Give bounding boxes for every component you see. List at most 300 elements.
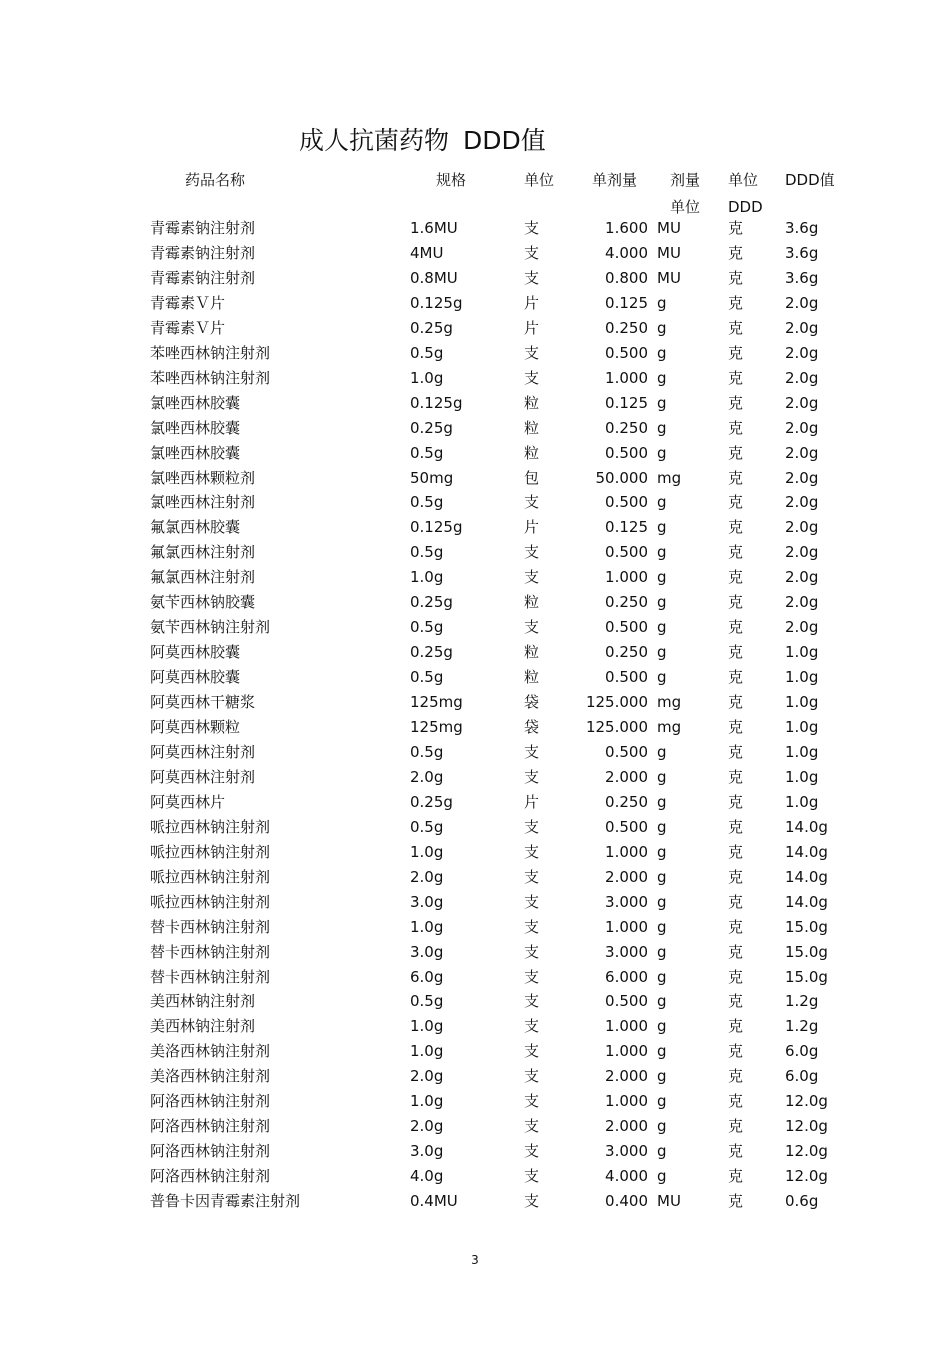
ddd-value-cell: 15.0g [785, 917, 828, 936]
single-dose-cell: 125.000 [585, 718, 648, 736]
drug-name-cell: 哌拉西林钠注射剂 [150, 817, 271, 836]
header-spec: 规格 [436, 171, 467, 189]
drug-name-cell: 美西林钠注射剂 [150, 1017, 256, 1036]
ddd-unit-cell: 克 [728, 518, 744, 537]
spec-cell: 4.0g [410, 1167, 444, 1186]
unit-cell: 支 [524, 1117, 540, 1136]
ddd-unit-cell: 克 [728, 219, 744, 237]
ddd-value-cell: 2.0g [785, 418, 819, 437]
page-title [299, 124, 546, 158]
dose-unit-cell: MU [657, 219, 681, 237]
table-row [0, 765, 950, 789]
dose-unit-cell: g [657, 867, 667, 886]
spec-cell: 1.0g [410, 842, 444, 861]
single-dose-cell: 1.000 [605, 1092, 648, 1111]
ddd-unit-cell: 克 [728, 892, 744, 911]
dose-unit-cell: g [657, 942, 667, 961]
table-row [0, 890, 950, 914]
single-dose-cell: 2.000 [605, 1067, 648, 1086]
unit-cell: 支 [524, 243, 540, 262]
unit-cell: 支 [524, 817, 540, 836]
spec-cell: 1.0g [410, 1092, 444, 1111]
drug-name-cell: 氟氯西林注射剂 [150, 543, 256, 562]
drug-name-cell: 替卡西林钠注射剂 [150, 967, 271, 986]
table-row [0, 391, 950, 415]
ddd-unit-cell: 克 [728, 268, 744, 287]
drug-name-cell: 阿莫西林颗粒 [150, 718, 241, 736]
single-dose-cell: 0.500 [605, 817, 648, 836]
spec-cell: 1.0g [410, 368, 444, 387]
single-dose-cell: 125.000 [585, 693, 648, 711]
table-row [0, 590, 950, 614]
dose-unit-cell: g [657, 892, 667, 911]
unit-cell: 支 [524, 343, 540, 362]
table-row [0, 965, 950, 989]
single-dose-cell: 3.000 [605, 892, 648, 911]
ddd-value-cell: 2.0g [785, 343, 819, 362]
table-row [0, 341, 950, 365]
spec-cell: 0.25g [410, 418, 453, 437]
header-ddd-unit-line2: DDD [728, 198, 763, 216]
drug-name-cell: 氯唑西林胶囊 [150, 393, 241, 412]
dose-unit-cell: g [657, 917, 667, 936]
single-dose-cell: 0.125 [605, 518, 648, 537]
unit-cell: 支 [524, 1092, 540, 1111]
single-dose-cell: 0.250 [605, 318, 648, 337]
drug-name-cell: 苯唑西林钠注射剂 [150, 343, 271, 362]
unit-cell: 支 [524, 1142, 540, 1161]
ddd-unit-cell: 克 [728, 967, 744, 986]
ddd-value-cell: 1.0g [785, 718, 819, 736]
header-dose-unit-line2: 单位 [670, 198, 701, 216]
spec-cell: 0.125g [410, 518, 463, 537]
drug-name-cell: 哌拉西林钠注射剂 [150, 892, 271, 911]
spec-cell: 0.5g [410, 443, 444, 462]
spec-cell: 0.5g [410, 543, 444, 562]
ddd-value-cell: 2.0g [785, 493, 819, 512]
ddd-unit-cell: 克 [728, 1042, 744, 1061]
spec-cell: 0.5g [410, 817, 444, 836]
ddd-unit-cell: 克 [728, 718, 744, 736]
spec-cell: 3.0g [410, 1142, 444, 1161]
dose-unit-cell: g [657, 1092, 667, 1111]
unit-cell: 袋 [524, 718, 540, 736]
table-row [0, 665, 950, 689]
ddd-unit-cell: 克 [728, 1117, 744, 1136]
spec-cell: 0.125g [410, 393, 463, 412]
single-dose-cell: 0.500 [605, 992, 648, 1011]
unit-cell: 支 [524, 368, 540, 387]
dose-unit-cell: g [657, 568, 667, 587]
ddd-value-cell: 14.0g [785, 892, 828, 911]
drug-name-cell: 阿莫西林注射剂 [150, 742, 256, 761]
spec-cell: 0.5g [410, 668, 444, 687]
single-dose-cell: 0.500 [605, 618, 648, 637]
table-row [0, 1064, 950, 1088]
dose-unit-cell: g [657, 767, 667, 786]
ddd-unit-cell: 克 [728, 917, 744, 936]
single-dose-cell: 1.000 [605, 1042, 648, 1061]
unit-cell: 袋 [524, 693, 540, 711]
unit-cell: 支 [524, 219, 540, 237]
table-row [0, 490, 950, 514]
spec-cell: 125mg [410, 718, 463, 736]
single-dose-cell: 2.000 [605, 1117, 648, 1136]
ddd-value-cell: 2.0g [785, 293, 819, 312]
table-row [0, 540, 950, 564]
ddd-unit-cell: 克 [728, 693, 744, 711]
dose-unit-cell: MU [657, 268, 681, 287]
table-row [0, 216, 950, 240]
ddd-unit-cell: 克 [728, 742, 744, 761]
table-row [0, 915, 950, 939]
table-row [0, 1114, 950, 1138]
spec-cell: 1.0g [410, 1042, 444, 1061]
table-row [0, 1039, 950, 1063]
dose-unit-cell: g [657, 1167, 667, 1186]
dose-unit-cell: g [657, 618, 667, 637]
ddd-value-cell: 2.0g [785, 518, 819, 537]
ddd-unit-cell: 克 [728, 668, 744, 687]
spec-cell: 6.0g [410, 967, 444, 986]
spec-cell: 3.0g [410, 942, 444, 961]
ddd-unit-cell: 克 [728, 1017, 744, 1036]
single-dose-cell: 50.000 [595, 468, 648, 487]
drug-name-cell: 氨苄西林钠注射剂 [150, 618, 271, 637]
unit-cell: 支 [524, 543, 540, 562]
ddd-unit-cell: 克 [728, 618, 744, 637]
single-dose-cell: 0.125 [605, 393, 648, 412]
ddd-value-cell: 12.0g [785, 1167, 828, 1186]
dose-unit-cell: MU [657, 1192, 681, 1210]
drug-name-cell: 氯唑西林注射剂 [150, 493, 256, 512]
table-row [0, 266, 950, 290]
unit-cell: 包 [524, 468, 540, 487]
unit-cell: 片 [524, 518, 540, 537]
header-single-dose: 单剂量 [592, 171, 638, 189]
unit-cell: 支 [524, 493, 540, 512]
dose-unit-cell: g [657, 393, 667, 412]
drug-name-cell: 阿莫西林干糖浆 [150, 693, 256, 711]
ddd-unit-cell: 克 [728, 468, 744, 487]
ddd-unit-cell: 克 [728, 1142, 744, 1161]
unit-cell: 片 [524, 792, 540, 811]
spec-cell: 0.4MU [410, 1192, 458, 1210]
table-row [0, 1189, 950, 1213]
dose-unit-cell: g [657, 792, 667, 811]
unit-cell: 粒 [524, 418, 540, 437]
drug-name-cell: 阿莫西林注射剂 [150, 767, 256, 786]
dose-unit-cell: g [657, 293, 667, 312]
table-row [0, 865, 950, 889]
ddd-unit-cell: 克 [728, 543, 744, 562]
single-dose-cell: 6.000 [605, 967, 648, 986]
drug-name-cell: 替卡西林钠注射剂 [150, 917, 271, 936]
title-text-chinese: 成人抗菌药物 [299, 126, 450, 155]
ddd-unit-cell: 克 [728, 418, 744, 437]
single-dose-cell: 1.000 [605, 568, 648, 587]
single-dose-cell: 0.800 [605, 268, 648, 287]
dose-unit-cell: g [657, 643, 667, 662]
dose-unit-cell: mg [657, 718, 682, 736]
dose-unit-cell: g [657, 842, 667, 861]
table-row [0, 1089, 950, 1113]
ddd-unit-cell: 克 [728, 493, 744, 512]
table-row [0, 815, 950, 839]
title-text-ddd: DDD值 [463, 126, 546, 155]
ddd-value-cell: 14.0g [785, 817, 828, 836]
single-dose-cell: 3.000 [605, 1142, 648, 1161]
drug-name-cell: 阿莫西林胶囊 [150, 643, 241, 662]
drug-name-cell: 氟氯西林胶囊 [150, 518, 241, 537]
spec-cell: 0.25g [410, 643, 453, 662]
unit-cell: 支 [524, 942, 540, 961]
single-dose-cell: 2.000 [605, 767, 648, 786]
dose-unit-cell: g [657, 742, 667, 761]
unit-cell: 片 [524, 318, 540, 337]
table-row [0, 740, 950, 764]
drug-name-cell: 青霉素钠注射剂 [150, 219, 256, 237]
ddd-unit-cell: 克 [728, 593, 744, 612]
table-row [0, 1139, 950, 1163]
ddd-unit-cell: 克 [728, 368, 744, 387]
ddd-value-cell: 1.0g [785, 767, 819, 786]
dose-unit-cell: g [657, 967, 667, 986]
dose-unit-cell: MU [657, 243, 681, 262]
drug-name-cell: 氟氯西林注射剂 [150, 568, 256, 587]
unit-cell: 支 [524, 867, 540, 886]
ddd-unit-cell: 克 [728, 393, 744, 412]
single-dose-cell: 0.250 [605, 792, 648, 811]
table-row [0, 940, 950, 964]
unit-cell: 支 [524, 967, 540, 986]
drug-name-cell: 美洛西林钠注射剂 [150, 1042, 271, 1061]
dose-unit-cell: g [657, 1067, 667, 1086]
spec-cell: 1.0g [410, 568, 444, 587]
unit-cell: 支 [524, 618, 540, 637]
table-row [0, 366, 950, 390]
unit-cell: 支 [524, 268, 540, 287]
spec-cell: 125mg [410, 693, 463, 711]
table-row [0, 441, 950, 465]
table-row [0, 416, 950, 440]
ddd-value-cell: 1.0g [785, 668, 819, 687]
dose-unit-cell: g [657, 1042, 667, 1061]
ddd-value-cell: 3.6g [785, 268, 819, 287]
unit-cell: 支 [524, 1067, 540, 1086]
unit-cell: 粒 [524, 443, 540, 462]
ddd-unit-cell: 克 [728, 992, 744, 1011]
ddd-value-cell: 3.6g [785, 219, 819, 237]
unit-cell: 粒 [524, 593, 540, 612]
table-row [0, 690, 950, 714]
header-dose-unit-line1: 剂量 [670, 171, 701, 189]
single-dose-cell: 2.000 [605, 867, 648, 886]
spec-cell: 0.25g [410, 792, 453, 811]
ddd-value-cell: 1.0g [785, 643, 819, 662]
drug-name-cell: 美洛西林钠注射剂 [150, 1067, 271, 1086]
ddd-value-cell: 2.0g [785, 318, 819, 337]
ddd-unit-cell: 克 [728, 243, 744, 262]
ddd-value-cell: 15.0g [785, 967, 828, 986]
dose-unit-cell: g [657, 668, 667, 687]
ddd-value-cell: 1.0g [785, 792, 819, 811]
spec-cell: 1.6MU [410, 219, 458, 237]
ddd-value-cell: 14.0g [785, 867, 828, 886]
spec-cell: 1.0g [410, 1017, 444, 1036]
ddd-value-cell: 2.0g [785, 543, 819, 562]
spec-cell: 0.25g [410, 318, 453, 337]
spec-cell: 0.125g [410, 293, 463, 312]
ddd-value-cell: 2.0g [785, 568, 819, 587]
spec-cell: 2.0g [410, 767, 444, 786]
dose-unit-cell: g [657, 817, 667, 836]
page-number: 3 [471, 1253, 479, 1267]
ddd-value-cell: 2.0g [785, 468, 819, 487]
drug-name-cell: 普鲁卡因青霉素注射剂 [150, 1192, 301, 1210]
header-drug-name: 药品名称 [185, 171, 246, 189]
ddd-value-cell: 12.0g [785, 1092, 828, 1111]
table-row [0, 316, 950, 340]
table-row [0, 291, 950, 315]
header-ddd-value: DDD值 [785, 171, 835, 189]
ddd-unit-cell: 克 [728, 643, 744, 662]
single-dose-cell: 3.000 [605, 942, 648, 961]
drug-name-cell: 氯唑西林颗粒剂 [150, 468, 256, 487]
single-dose-cell: 1.600 [605, 219, 648, 237]
table-row [0, 640, 950, 664]
unit-cell: 支 [524, 992, 540, 1011]
ddd-value-cell: 1.2g [785, 992, 819, 1011]
unit-cell: 支 [524, 767, 540, 786]
spec-cell: 1.0g [410, 917, 444, 936]
single-dose-cell: 0.125 [605, 293, 648, 312]
ddd-value-cell: 12.0g [785, 1117, 828, 1136]
ddd-value-cell: 12.0g [785, 1142, 828, 1161]
ddd-unit-cell: 克 [728, 1192, 744, 1210]
single-dose-cell: 0.400 [605, 1192, 648, 1210]
table-row [0, 790, 950, 814]
table-row [0, 715, 950, 739]
ddd-value-cell: 3.6g [785, 243, 819, 262]
drug-name-cell: 阿莫西林片 [150, 792, 226, 811]
ddd-unit-cell: 克 [728, 767, 744, 786]
dose-unit-cell: g [657, 493, 667, 512]
drug-name-cell: 氨苄西林钠胶囊 [150, 593, 256, 612]
drug-name-cell: 哌拉西林钠注射剂 [150, 842, 271, 861]
drug-name-cell: 阿莫西林胶囊 [150, 668, 241, 687]
dose-unit-cell: g [657, 318, 667, 337]
ddd-value-cell: 15.0g [785, 942, 828, 961]
dose-unit-cell: g [657, 1142, 667, 1161]
single-dose-cell: 1.000 [605, 368, 648, 387]
ddd-value-cell: 1.0g [785, 693, 819, 711]
single-dose-cell: 1.000 [605, 1017, 648, 1036]
single-dose-cell: 0.250 [605, 643, 648, 662]
spec-cell: 4MU [410, 243, 444, 262]
spec-cell: 50mg [410, 468, 454, 487]
ddd-unit-cell: 克 [728, 318, 744, 337]
single-dose-cell: 1.000 [605, 842, 648, 861]
ddd-unit-cell: 克 [728, 842, 744, 861]
single-dose-cell: 0.500 [605, 443, 648, 462]
drug-name-cell: 哌拉西林钠注射剂 [150, 867, 271, 886]
single-dose-cell: 0.500 [605, 343, 648, 362]
ddd-unit-cell: 克 [728, 1067, 744, 1086]
drug-name-cell: 阿洛西林钠注射剂 [150, 1167, 271, 1186]
ddd-unit-cell: 克 [728, 443, 744, 462]
table-row [0, 1014, 950, 1038]
unit-cell: 粒 [524, 643, 540, 662]
unit-cell: 粒 [524, 668, 540, 687]
single-dose-cell: 4.000 [605, 243, 648, 262]
unit-cell: 支 [524, 1017, 540, 1036]
dose-unit-cell: g [657, 368, 667, 387]
drug-name-cell: 青霉素Ｖ片 [150, 293, 226, 312]
spec-cell: 0.5g [410, 742, 444, 761]
dose-unit-cell: g [657, 443, 667, 462]
single-dose-cell: 4.000 [605, 1167, 648, 1186]
header-ddd-unit-line1: 单位 [728, 171, 759, 189]
drug-name-cell: 青霉素Ｖ片 [150, 318, 226, 337]
unit-cell: 支 [524, 917, 540, 936]
ddd-value-cell: 2.0g [785, 618, 819, 637]
spec-cell: 0.5g [410, 343, 444, 362]
dose-unit-cell: mg [657, 468, 682, 487]
spec-cell: 2.0g [410, 1067, 444, 1086]
dose-unit-cell: g [657, 418, 667, 437]
table-row [0, 241, 950, 265]
table-row [0, 989, 950, 1013]
unit-cell: 支 [524, 1167, 540, 1186]
drug-name-cell: 阿洛西林钠注射剂 [150, 1092, 271, 1111]
ddd-unit-cell: 克 [728, 867, 744, 886]
drug-name-cell: 青霉素钠注射剂 [150, 268, 256, 287]
dose-unit-cell: mg [657, 693, 682, 711]
drug-name-cell: 替卡西林钠注射剂 [150, 942, 271, 961]
ddd-unit-cell: 克 [728, 343, 744, 362]
unit-cell: 支 [524, 892, 540, 911]
drug-name-cell: 青霉素钠注射剂 [150, 243, 256, 262]
ddd-value-cell: 1.2g [785, 1017, 819, 1036]
spec-cell: 0.5g [410, 493, 444, 512]
unit-cell: 支 [524, 742, 540, 761]
drug-name-cell: 阿洛西林钠注射剂 [150, 1117, 271, 1136]
dose-unit-cell: g [657, 343, 667, 362]
table-row [0, 466, 950, 490]
table-row [0, 515, 950, 539]
dose-unit-cell: g [657, 518, 667, 537]
ddd-unit-cell: 克 [728, 293, 744, 312]
drug-name-cell: 氯唑西林胶囊 [150, 418, 241, 437]
drug-name-cell: 阿洛西林钠注射剂 [150, 1142, 271, 1161]
ddd-value-cell: 6.0g [785, 1067, 819, 1086]
drug-name-cell: 氯唑西林胶囊 [150, 443, 241, 462]
spec-cell: 2.0g [410, 1117, 444, 1136]
spec-cell: 2.0g [410, 867, 444, 886]
dose-unit-cell: g [657, 992, 667, 1011]
single-dose-cell: 0.250 [605, 593, 648, 612]
single-dose-cell: 0.500 [605, 543, 648, 562]
table-row [0, 565, 950, 589]
ddd-value-cell: 2.0g [785, 393, 819, 412]
spec-cell: 0.8MU [410, 268, 458, 287]
ddd-unit-cell: 克 [728, 1092, 744, 1111]
ddd-unit-cell: 克 [728, 568, 744, 587]
drug-name-cell: 美西林钠注射剂 [150, 992, 256, 1011]
spec-cell: 0.25g [410, 593, 453, 612]
dose-unit-cell: g [657, 1017, 667, 1036]
